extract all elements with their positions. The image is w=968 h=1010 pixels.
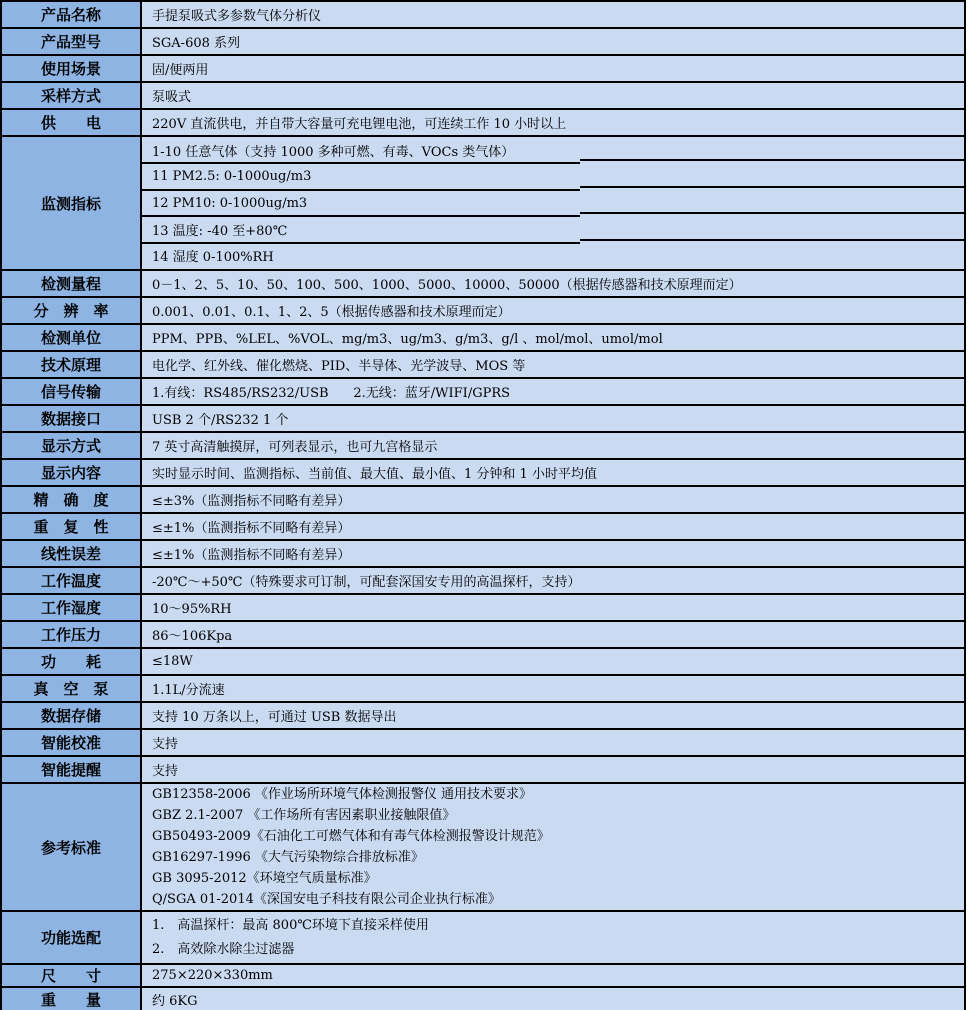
row-monitor-indicators: [2, 137, 964, 271]
row-label: 重 复 性: [2, 514, 142, 539]
monitor-item: 11 PM2.5: 0-1000ug/m3: [152, 169, 312, 185]
row-display-content: [2, 460, 964, 487]
row-value: 支持: [142, 757, 964, 782]
divider: [142, 189, 580, 191]
row-label: 供 电: [2, 110, 142, 135]
row-detection-range: [2, 271, 964, 298]
row-label: 产品名称: [2, 2, 142, 27]
row-label: 真 空 泵: [2, 676, 142, 701]
standard-item: Q/SGA 01-2014《深国安电子科技有限公司企业执行标准》: [152, 892, 501, 907]
row-label: 使用场景: [2, 56, 142, 81]
row-value: 支持 10 万条以上，可通过 USB 数据导出: [142, 703, 964, 728]
row-label: 显示内容: [2, 460, 142, 485]
divider: [142, 215, 580, 217]
row-detection-unit: [2, 325, 964, 352]
row-data-storage: [2, 703, 964, 730]
row-value: 7 英寸高清触摸屏，可列表显示，也可九宫格显示: [142, 433, 964, 458]
row-value: 220V 直流供电，并自带大容量可充电锂电池，可连续工作 10 小时以上: [142, 110, 964, 135]
row-label: 智能校准: [2, 730, 142, 755]
row-use-scene: [2, 56, 964, 83]
row-value: PPM、PPB、%LEL、%VOL、mg/m3、ug/m3、g/m3、g/l 、mol/mol、umol/mol: [142, 325, 964, 350]
row-value: ≤±1%（监测指标不同略有差异）: [142, 514, 964, 539]
row-label: 分 辨 率: [2, 298, 142, 323]
row-label: 工作压力: [2, 622, 142, 647]
row-value: ≤±3%（监测指标不同略有差异）: [142, 487, 964, 512]
row-label: 尺 寸: [2, 965, 142, 986]
row-value: USB 2 个/RS232 1 个: [142, 406, 964, 431]
row-value: 实时显示时间、监测指标、当前值、最大值、最小值、1 分钟和 1 小时平均值: [142, 460, 964, 485]
divider: [142, 162, 580, 164]
row-value: [142, 137, 964, 269]
row-tech-principle: [2, 352, 964, 379]
monitor-item: 1-10 任意气体（支持 1000 多种可燃、有毒、VOCs 类气体）: [152, 144, 515, 160]
row-value: 约 6KG: [142, 988, 964, 1010]
monitor-item: 14 湿度 0-100%RH: [152, 250, 274, 266]
row-linearity-error: [2, 541, 964, 568]
option-item: 1. 高温探杆：最高 800℃环境下直接采样使用: [152, 917, 429, 933]
divider: [142, 242, 580, 244]
row-reference-standards: [2, 784, 964, 912]
row-sampling-method: [2, 83, 964, 110]
row-label: 线性误差: [2, 541, 142, 566]
row-label: 技术原理: [2, 352, 142, 377]
row-value: ≤18W: [142, 649, 964, 674]
row-working-pressure: [2, 622, 964, 649]
row-label: 信号传输: [2, 379, 142, 404]
divider: [580, 186, 964, 188]
row-label: 监测指标: [2, 137, 142, 269]
row-value: ≤±1%（监测指标不同略有差异）: [142, 541, 964, 566]
row-value: 0－1、2、5、10、50、100、500、1000、5000、10000、50000（根据传感器和技术原理而定）: [142, 271, 964, 296]
row-label: 数据存储: [2, 703, 142, 728]
row-power-supply: [2, 110, 964, 137]
row-value: -20℃～+50℃（特殊要求可订制，可配套深国安专用的高温探杆，支持）: [142, 568, 964, 593]
row-value: 1.有线：RS485/RS232/USB 2.无线：蓝牙/WIFI/GPRS: [142, 379, 964, 404]
row-value: 泵吸式: [142, 83, 964, 108]
divider: [580, 159, 964, 161]
row-data-interface: [2, 406, 964, 433]
row-resolution: [2, 298, 964, 325]
row-value: 275×220×330mm: [142, 965, 964, 986]
row-dimensions: [2, 965, 964, 988]
row-working-temperature: [2, 568, 964, 595]
row-power-consumption: [2, 649, 964, 676]
divider: [580, 212, 964, 214]
row-label: 智能提醒: [2, 757, 142, 782]
row-weight: [2, 988, 964, 1010]
row-vacuum-pump: [2, 676, 964, 703]
row-value: 支持: [142, 730, 964, 755]
row-smart-calibration: [2, 730, 964, 757]
row-label: 参考标准: [2, 784, 142, 910]
row-label: 精 确 度: [2, 487, 142, 512]
standard-item: GBZ 2.1-2007 《工作场所有害因素职业接触限值》: [152, 808, 456, 823]
row-product-model: [2, 29, 964, 56]
row-working-humidity: [2, 595, 964, 622]
row-product-name: [2, 2, 964, 29]
row-label: 工作湿度: [2, 595, 142, 620]
row-accuracy: [2, 487, 964, 514]
row-value: 10～95%RH: [142, 595, 964, 620]
option-item: 2. 高效除水除尘过滤器: [152, 941, 295, 957]
row-label: 重 量: [2, 988, 142, 1010]
row-value: [142, 912, 964, 963]
row-label: 检测量程: [2, 271, 142, 296]
row-label: 检测单位: [2, 325, 142, 350]
row-optional-features: [2, 912, 964, 965]
row-value: 固/便两用: [142, 56, 964, 81]
row-signal-transmission: [2, 379, 964, 406]
row-repeatability: [2, 514, 964, 541]
standard-item: GB12358-2006 《作业场所环境气体检测报警仪 通用技术要求》: [152, 787, 533, 802]
row-value: [142, 784, 964, 910]
row-value: 0.001、0.01、0.1、1、2、5（根据传感器和技术原理而定）: [142, 298, 964, 323]
row-display-mode: [2, 433, 964, 460]
row-label: 功能选配: [2, 912, 142, 963]
standard-item: GB50493-2009《石油化工可燃气体和有毒气体检测报警设计规范》: [152, 829, 550, 844]
monitor-item: 12 PM10: 0-1000ug/m3: [152, 195, 308, 211]
row-label: 功 耗: [2, 649, 142, 674]
row-value: 手提泵吸式多参数气体分析仪: [142, 2, 964, 27]
divider: [580, 239, 964, 241]
row-value: SGA-608 系列: [142, 29, 964, 54]
standard-item: GB16297-1996 《大气污染物综合排放标准》: [152, 850, 424, 865]
row-label: 采样方式: [2, 83, 142, 108]
row-value: 86～106Kpa: [142, 622, 964, 647]
standard-item: GB 3095-2012《环境空气质量标准》: [152, 871, 377, 886]
row-label: 数据接口: [2, 406, 142, 431]
monitor-item: 13 温度: -40 至+80℃: [152, 223, 288, 239]
row-value: 1.1L/分流速: [142, 676, 964, 701]
row-label: 显示方式: [2, 433, 142, 458]
row-value: 电化学、红外线、催化燃烧、PID、半导体、光学波导、MOS 等: [142, 352, 964, 377]
row-smart-reminder: [2, 757, 964, 784]
row-label: 工作温度: [2, 568, 142, 593]
row-label: 产品型号: [2, 29, 142, 54]
